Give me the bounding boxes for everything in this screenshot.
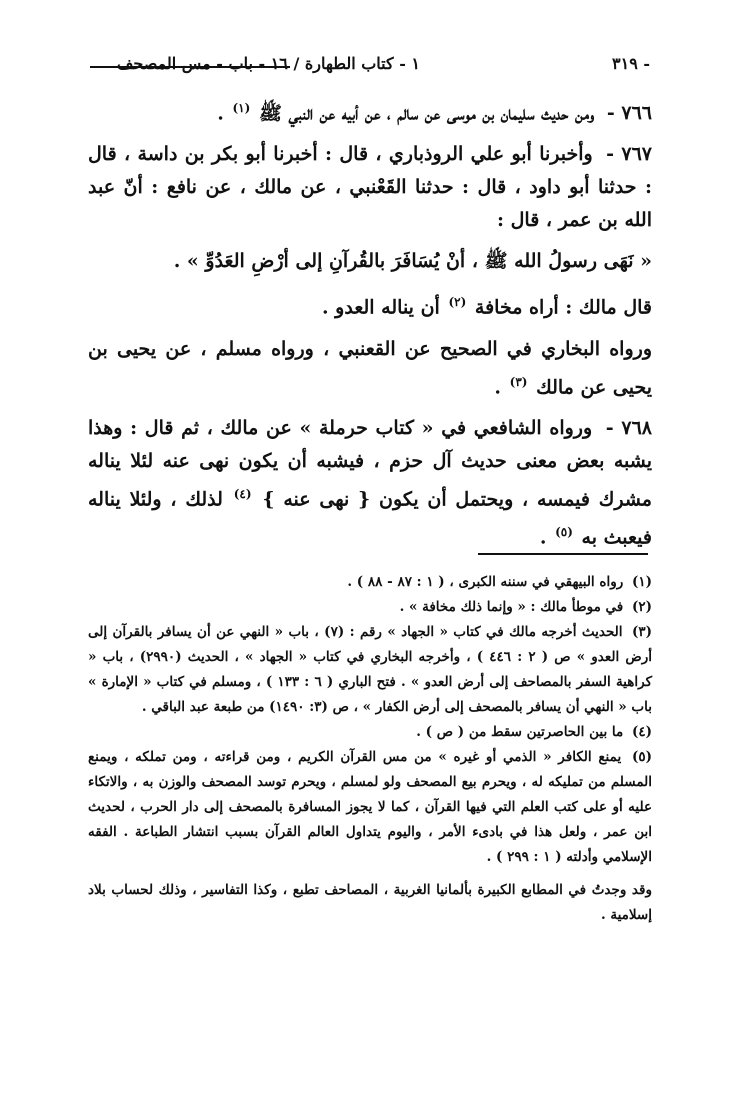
hadith-number: ٧٦٧ - (606, 143, 652, 166)
running-header (90, 54, 650, 80)
footnote-ref: (١) (232, 101, 251, 115)
footnote-ref: (٥) (555, 525, 573, 540)
hadith-number: ٧٦٨ - (605, 416, 652, 439)
malik-comment: قال مالك : أراه مخافة $^{(٢)}$ أن يناله العدو . (321, 295, 652, 319)
footnote-5: (٥) يمنع الكافر « الذمي أو غيره » من مس القرآن الكريم ، ومن قراءته ، ومن تملكه ، ويمنع المسلم من تمليكه له ، ويحرم بيع المصحف ولو لمسلم ، ويحرم توسد المصحف والوزن به ، والاتكاء عليه أو على كتب العلم التي فيها القرآن ، كما لا يجوز المسافرة بالمصحف إلى دار الحرب ، لحديث ابن عمر ، ولعل هذا في بادىء الأمر ، واليوم يتداول العالم القرآن بسبب انتشار الطباعة . الفقه الإسلامي وأدلته ( ١ : ٢٩٩ ) . (88, 749, 652, 865)
footnote-1: (١) رواه البيهقي في سننه الكبرى ، ( ١ : ٨٧ - ٨٨ ) . (347, 574, 652, 590)
hadith-768: ٧٦٨ - ورواه الشافعي في « كتاب حرملة » عن مالك ، ثم قال : وهذا يشبه بعض معنى حديث آل حزم ، فيشبه أن يكون نهى عنه لئلا يناله مشرك فيمسه ، ويحتمل أن يكون { نهى عنه } $^{(٤)}$ لذلك ، ولئلا يناله فيعبث به $^{(٥)}$ . (88, 416, 652, 549)
hadith-767: ٧٦٧ - وأخبرنا أبو علي الروذباري ، قال : أخبرنا أبو بكر بن داسة ، قال : حدثنا أبو داود ، قال : حدثنا القَعْنبي ، عن مالك ، عن نافع : أنّ عبد الله بن عمر ، قال : (88, 143, 652, 232)
main-text (88, 92, 652, 563)
header-title: ١ - كتاب الطهارة / ١٦ - باب - مس المصحف (116, 54, 420, 73)
footnote-2: (٢) في موطأ مالك : « وإنما ذلك مخافة » . (399, 599, 652, 615)
hadith-766: ٧٦٦ - ومن حديث سليمان بن موسى عن سالم ، عن أبيه عن النبي ﷺ $^{(١)}$ . (217, 101, 652, 125)
header-rule (90, 66, 290, 68)
narration-note: ورواه البخاري في الصحيح عن القعنبي ، ورواه مسلم ، عن يحيى بن يحيى عن مالك $^{(٣)}$ . (88, 337, 652, 398)
footnote-rule (478, 553, 648, 555)
footnote-3: (٣) الحديث أخرجه مالك في كتاب « الجهاد » رقم : (٧) ، باب « النهي عن أن يسافر بالقرآن إلى أرض العدو » ص ( ٢ : ٤٤٦ ) ، وأخرجه البخاري في كتاب « الجهاد » ، الحديث (٢٩٩٠) ، باب « كراهية السفر بالمصاحف إلى أرض العدو » . فتح الباري ( ٦ : ١٣٣ ) ، ومسلم في كتاب « الإمارة » باب « النهي أن يسافر بالمصحف إلى أرض الكفار » ، ص (٣: ١٤٩٠) من طبعة عبد الباقي . (88, 624, 652, 715)
footnotes (88, 570, 652, 928)
hadith-number: ٧٦٦ - (606, 102, 652, 125)
closing-note: وقد وجدتُ في المطابع الكبيرة بألمانيا الغربية ، المصاحف تطبع ، وكذا التفاسير ، وذلك لحساب بلاد إسلامية . (88, 882, 652, 923)
footnote-ref: (٢) (448, 295, 467, 310)
hadith-text: « نَهَى رسولُ الله ﷺ ، أنْ يُسَافَرَ بالقُرآنِ إلى أرْضِ العَدُوِّ » . (173, 250, 652, 273)
footnote-ref: (٤) (233, 486, 252, 501)
footnote-ref: (٣) (509, 374, 528, 389)
footnote-4: (٤) ما بين الحاصرتين سقط من ( ص ) . (416, 724, 652, 740)
page-number: - ٣١٩ (612, 54, 650, 73)
